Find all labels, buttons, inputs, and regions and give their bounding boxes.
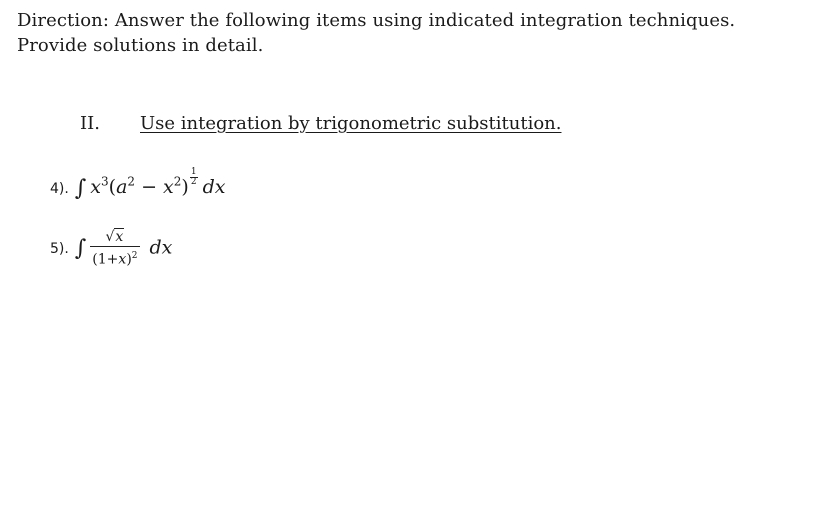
denominator-exponent: 2 bbox=[131, 251, 138, 261]
denominator-variable: x bbox=[118, 251, 127, 268]
problem-item-5 bbox=[50, 228, 172, 269]
fraction-numerator bbox=[90, 228, 139, 247]
fraction bbox=[90, 228, 139, 269]
close-paren: ) bbox=[181, 176, 189, 198]
directions-line-1: Direction: Answer the following items using indicated integration techniques. bbox=[17, 10, 736, 31]
item-number: 5). bbox=[50, 241, 69, 258]
integral-sign: ∫ bbox=[74, 176, 87, 201]
a-exponent: 2 bbox=[127, 174, 136, 189]
differential: dx bbox=[149, 236, 173, 259]
a-variable: a bbox=[116, 176, 128, 198]
section-numeral: II. bbox=[80, 113, 100, 134]
base-exponent: 3 bbox=[101, 174, 109, 189]
item-number: 4). bbox=[50, 181, 69, 197]
minus-sign: − bbox=[135, 176, 164, 198]
denominator-base: (1+ bbox=[92, 251, 119, 268]
section-instruction: Use integration by trigonometric substitution. bbox=[140, 113, 562, 134]
differential: dx bbox=[202, 176, 226, 198]
denominator-close: ) bbox=[126, 251, 132, 268]
open-paren: ( bbox=[108, 176, 117, 198]
radical-sign: √ bbox=[105, 229, 115, 245]
directions-line-2: Provide solutions in detail. bbox=[17, 35, 264, 56]
x-variable: x bbox=[163, 176, 174, 198]
integral-sign: ∫ bbox=[74, 236, 87, 262]
base-variable: x bbox=[90, 176, 102, 198]
directions-text bbox=[17, 8, 735, 58]
fraction-denominator bbox=[90, 247, 139, 269]
x-exponent: 2 bbox=[173, 174, 182, 189]
radicand: x bbox=[115, 229, 124, 245]
exponent-denominator: 2 bbox=[190, 177, 197, 187]
exponent-numerator: 1 bbox=[190, 167, 197, 177]
outer-exponent-fraction bbox=[190, 168, 198, 187]
section-heading bbox=[80, 113, 561, 134]
square-root bbox=[105, 228, 124, 246]
problem-item-4 bbox=[50, 168, 225, 201]
